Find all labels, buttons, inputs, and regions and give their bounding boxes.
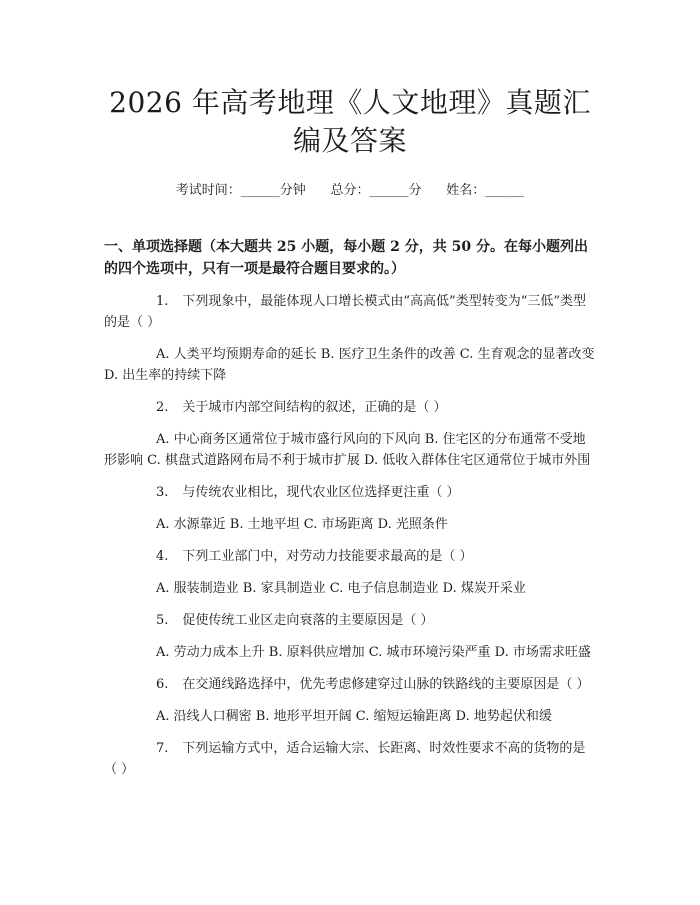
question-text: 下列工业部门中，对劳动力技能要求最高的是（ ） — [182, 549, 473, 564]
question-stem — [104, 738, 596, 780]
question-text: 下列现象中，最能体现人口增长模式由“高高低”类型转变为“三低”类型的是（ ） — [104, 294, 586, 330]
question-number: 3. — [156, 485, 169, 500]
question-1 — [104, 291, 596, 386]
question-stem — [104, 674, 596, 695]
question-4 — [104, 546, 596, 599]
question-options: A. 服装制造业 B. 家具制造业 C. 电子信息制造业 D. 煤炭开采业 — [156, 581, 526, 596]
page-title: 2026 年高考地理《人文地理》真题汇编及答案 — [109, 86, 591, 157]
question-stem — [104, 546, 596, 567]
question-stem — [104, 397, 596, 418]
question-text: 下列运输方式中，适合运输大宗、长距离、时效性要求不高的货物的是（ ） — [104, 741, 586, 777]
question-options: A. 水源靠近 B. 土地平坦 C. 市场距离 D. 光照条件 — [156, 517, 448, 532]
question-number: 6. — [156, 677, 169, 692]
question-stem — [104, 291, 596, 333]
question-stem — [104, 482, 596, 503]
question-number: 2. — [156, 400, 169, 415]
question-7 — [104, 738, 596, 780]
question-2 — [104, 397, 596, 471]
question-text: 促使传统工业区走向衰落的主要原因是（ ） — [182, 613, 434, 628]
question-options: A. 中心商务区通常位于城市盛行风向的下风向 B. 住宅区的分布通常不受地形影响 C. 棋盘式道路网布局不利于城市扩展 D. 低收入群体住宅区通常位于城市外围 — [104, 432, 591, 468]
question-6 — [104, 674, 596, 727]
question-text: 关于城市内部空间结构的叙述，正确的是（ ） — [182, 400, 447, 415]
question-5 — [104, 610, 596, 663]
question-3 — [104, 482, 596, 535]
exam-meta-line: 考试时间：______分钟 总分：______分 姓名：______ — [175, 183, 525, 198]
question-text: 与传统农业相比，现代农业区位选择更注重（ ） — [182, 485, 460, 500]
question-text: 在交通线路选择中，优先考虑修建穿过山脉的铁路线的主要原因是（ ） — [182, 677, 590, 692]
question-number: 1. — [156, 294, 169, 309]
question-options: A. 劳动力成本上升 B. 原料供应增加 C. 城市环境污染严重 D. 市场需求旺盛 — [156, 645, 591, 660]
question-stem — [104, 610, 596, 631]
question-options: A. 沿线人口稠密 B. 地形平坦开阔 C. 缩短运输距离 D. 地势起伏和缓 — [156, 709, 552, 724]
question-number: 7. — [156, 741, 169, 756]
question-number: 5. — [156, 613, 169, 628]
question-number: 4. — [156, 549, 169, 564]
question-options: A. 人类平均预期寿命的延长 B. 医疗卫生条件的改善 C. 生育观念的显著改变 D. 出生率的持续下降 — [104, 347, 595, 383]
section-heading: 一、单项选择题（本大题共 25 小题，每小题 2 分，共 50 分。在每小题列出的四个选项中，只有一项是最符合题目要求的。） — [104, 239, 588, 277]
